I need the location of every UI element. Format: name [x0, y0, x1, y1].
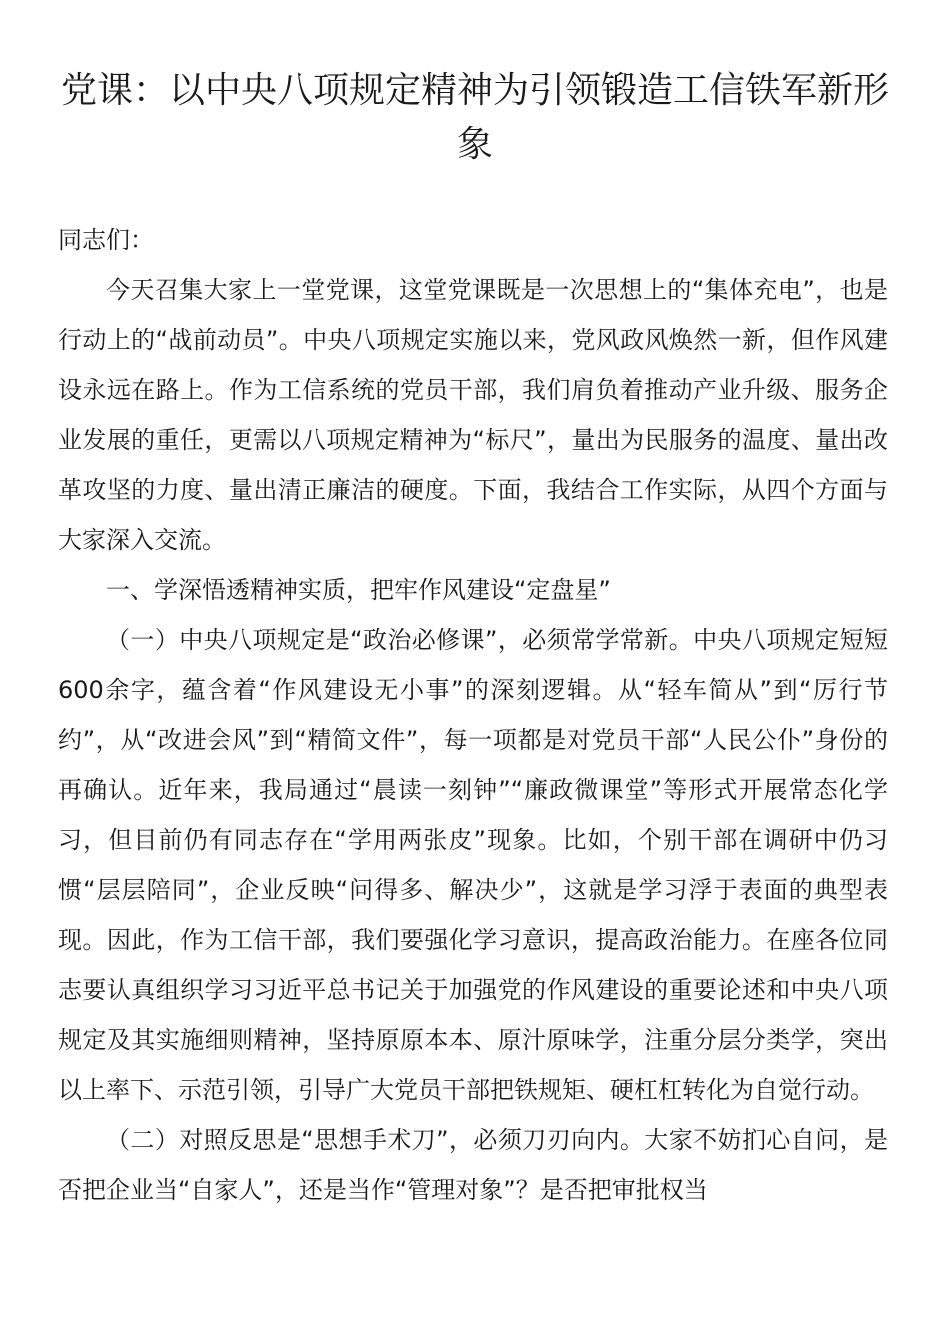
document-body — [58, 215, 888, 1215]
section-heading-1: 一、学深悟透精神实质，把牢作风建设“定盘星” — [106, 576, 611, 604]
paragraph-intro: 今天召集大家上一堂党课，这堂党课既是一次思想上的“集体充电”，也是行动上的“战前动员”。中央八项规定实施以来，党风政风焕然一新，但作风建设永远在路上。作为工信系统的党员干部，我们肩负着推动产业升级、服务企业发展的重任，更需以八项规定精神为“标尺”，量出为民服务的温度、量出改革攻坚的力度、量出清正廉洁的硬度。下面，我结合工作实际，从四个方面与大家深入交流。 — [58, 276, 888, 554]
paragraph-subsection-2: （二）对照反思是“思想手术刀”，必须刀刃向内。大家不妨扪心自问，是否把企业当“自家人”，还是当作“管理对象”？是否把审批权当 — [58, 1126, 888, 1204]
document-title: 党课：以中央八项规定精神为引领锻造工信铁军新形象 — [60, 70, 889, 165]
salutation: 同志们： — [58, 226, 154, 254]
paragraph-subsection-1: （一）中央八项规定是“政治必修课”，必须常学常新。中央八项规定短短600余字，蕴含着“作风建设无小事”的深刻逻辑。从“轻车简从”到“厉行节约”，从“改进会风”到“精简文件”，每一项都是对党员干部“人民公仆”身份的再确认。近年来，我局通过“晨读一刻钟”“廉政微课堂”等形式开展常态化学习，但目前仍有同志存在“学用两张皮”现象。比如，个别干部在调研中仍习惯“层层陪同”，企业反映“问得多、解决少”，这就是学习浮于表面的典型表现。因此，作为工信干部，我们要强化学习意识，提高政治能力。在座各位同志要认真组织学习习近平总书记关于加强党的作风建设的重要论述和中央八项规定及其实施细则精神，坚持原原本本、原汁原味学，注重分层分类学，突出以上率下、示范引领，引导广大党员干部把铁规矩、硬杠杠转化为自觉行动。 — [58, 626, 888, 1104]
